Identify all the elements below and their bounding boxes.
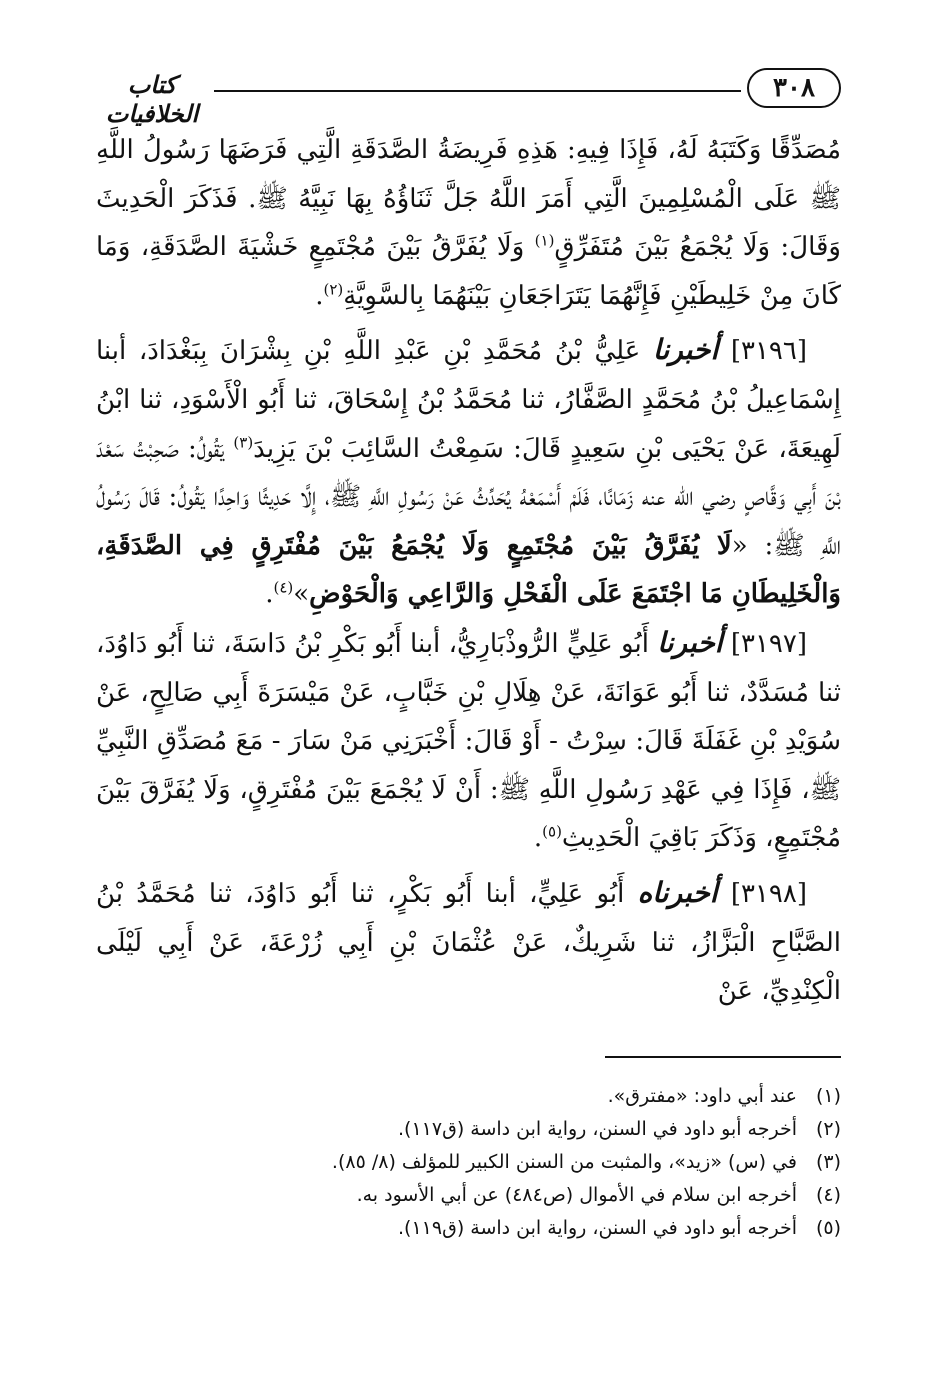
footnote-number: (٢) [815, 1118, 841, 1140]
text-segment: مُصَدِّقًا وَكَتَبَهُ لَهُ، فَإِذَا فِيهِ: هَذِهِ فَرِيضَةُ الصَّدَقَةِ الَّتِي فَرَضَهَا رَسُولُ اللَّهِ ﷺ عَلَى الْمُسْلِمِينَ الَّتِي أَمَرَ اللَّهُ جَلَّ ثَنَاؤُهُ بِهَا نَبِيَّهُ ﷺ. فَذَكَرَ الْحَدِيثَ وَقَالَ: وَلَا يُجْمَعُ بَيْنَ مُتَفَرِّقٍ [96, 135, 841, 263]
text-segment: عَلِيُّ بْنُ مُحَمَّدِ بْنِ عَبْدِ اللَّهِ بْنِ بِشْرَانَ بِبَغْدَادَ، أبنا إِسْمَاعِيلُ بْنُ مُحَمَّدٍ الصَّفَّارُ، ثنا مُحَمَّدُ بْنُ إِسْحَاقَ، ثنا أَبُو الْأَسْوَدِ، ثنا ابْنُ لَهِيعَةَ، عَنْ يَحْيَى بْنِ سَعِيدٍ قَالَ: سَمِعْتُ السَّائِبَ بْنَ يَزِيدَ [96, 336, 841, 464]
footnote [201, 1146, 841, 1179]
paragraph [96, 126, 841, 320]
narration-keyword: أخبرنا [657, 625, 723, 659]
text-segment: أَبُو عَلِيٍّ الرُّوذْبَارِيُّ، أبنا أَبُو بَكْرِ بْنُ دَاسَةَ، ثنا أَبُو دَاوُدَ، ثنا مُسَدَّدٌ، ثنا أَبُو عَوَانَةَ، عَنْ هِلَالِ بْنِ خَبَّابٍ، عَنْ مَيْسَرَةَ أَبِي صَالِحٍ، عَنْ سُوَيْدِ بْنِ غَفَلَةَ قَالَ: سِرْتُ - أَوْ قَالَ: أَخْبَرَنِي مَنْ سَارَ - مَعَ مُصَدِّقِ النَّبِيِّ ﷺ، فَإِذَا فِي عَهْدِ رَسُولِ اللَّهِ ﷺ: أَنْ لَا يُجْمَعَ بَيْنَ مُفْتَرِقٍ، وَلَا يُفَرَّقَ بَيْنَ مُجْتَمِعٍ، وَذَكَرَ بَاقِيَ الْحَدِيثِ [96, 628, 841, 854]
footnote [201, 1179, 841, 1212]
footnote-reference: (٣) [233, 432, 254, 451]
paragraph [96, 619, 841, 863]
footnote [201, 1212, 841, 1245]
footnote-reference: (٥) [542, 822, 562, 841]
narration-keyword: أخبرنا [652, 333, 719, 367]
main-text [96, 126, 841, 1016]
text-segment: أَبُو عَلِيٍّ، أبنا أَبُو بَكْرٍ، ثنا أَبُو دَاوُدَ، ثنا مُحَمَّدُ بْنُ الصَّبَّاحِ الْبَزَّازُ، ثنا شَرِيكٌ، عَنْ عُثْمَانَ بْنِ أَبِي زُرْعَةَ، عَنْ أَبِي لَيْلَى الْكِنْدِيِّ، عَنْ [96, 878, 841, 1007]
text-segment: . [265, 579, 274, 610]
footnote-reference: (٢) [323, 280, 344, 299]
footnote-number: (١) [815, 1085, 841, 1107]
text-segment: . [533, 823, 543, 854]
footnote-text: أخرجه ابن سلام في الأموال (ص٤٨٤) عن أبي الأسود به. [356, 1184, 797, 1206]
narration-keyword: أخبرناه [637, 875, 718, 909]
text-segment: [٣١٩٦] [718, 336, 807, 367]
text-segment: يَقُولُ: صَحِبْتُ سَعْدَ بْنَ أَبِي وَقَّاصٍ رضي الله عنه زَمَانًا، فَلَمْ أَسْمَعْهُ يُحَدِّثُ عَنْ رَسُولِ اللَّهِ ﷺ، إِلَّا حَدِيثًا وَاحِدًا يَقُولُ: قَالَ رَسُولُ اللَّهِ ﷺ: « [96, 433, 841, 561]
footnote-separator [605, 1056, 841, 1058]
footnote-reference: (٤) [273, 578, 294, 597]
hadith-text: لَا يُفَرَّقُ بَيْنَ مُجْتَمِعٍ وَلَا يُجْمَعُ بَيْنَ مُفْتَرِقٍ فِي الصَّدَقَةِ، وَالْخَلِيطَانِ مَا اجْتَمَعَ عَلَى الْفَحْلِ وَالرَّاعِي وَالْحَوْضِ [96, 530, 841, 610]
book-title: كتاب الخلافيات [105, 70, 199, 128]
footnote [201, 1113, 841, 1146]
header-rule [214, 90, 741, 92]
footnote [201, 1080, 841, 1113]
paragraph [96, 869, 841, 1016]
page-number: ٣٠٨ [747, 68, 841, 108]
footnote-number: (٥) [815, 1217, 841, 1239]
footnote-text: عند أبي داود: «مفترق». [607, 1085, 797, 1107]
text-segment: [٣١٩٨] [717, 878, 807, 909]
footnote-text: أخرجه أبو داود في السنن، رواية ابن داسة (ق١١٩). [398, 1217, 797, 1239]
footnote-text: أخرجه أبو داود في السنن، رواية ابن داسة (ق١١٧). [398, 1118, 797, 1140]
footnote-reference: (١) [534, 231, 555, 250]
paragraph [96, 326, 841, 619]
footnote-text: في (س) «زيد»، والمثبت من السنن الكبير للمؤلف (٨/ ٨٥). [331, 1151, 797, 1173]
footnote-number: (٤) [815, 1184, 841, 1206]
page-header [96, 66, 841, 128]
text-segment: [٣١٩٧] [722, 628, 807, 659]
footnotes [201, 1080, 841, 1245]
footnote-number: (٣) [815, 1151, 841, 1173]
text-segment: » [293, 579, 310, 610]
text-segment: . [315, 280, 324, 311]
text-segment: وَلَا يُفَرَّقُ بَيْنَ مُجْتَمِعٍ خَشْيَةَ الصَّدَقَةِ، وَمَا كَانَ مِنْ خَلِيطَيْنِ فَإِنَّهُمَا يَتَرَاجَعَانِ بَيْنَهُمَا بِالسَّوِيَّةِ [96, 232, 841, 311]
